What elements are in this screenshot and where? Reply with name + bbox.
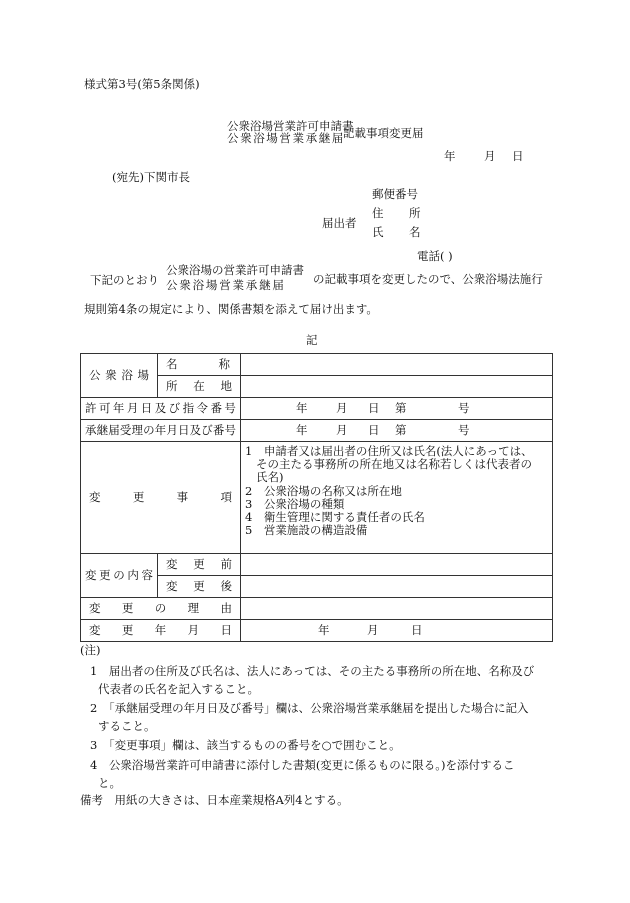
date-month: 月 <box>484 149 496 163</box>
name-field[interactable] <box>241 354 553 376</box>
change-items-list[interactable]: 1 申請者又は届出者の住所又は氏名(法人にあっては、 その主たる事務所の所在地又は名称若しくは代表者の 氏名) 2 公衆浴場の名称又は所在地 3 公衆浴場の種類 4 衛生管理に関する責任者の氏名 5 営業施設の構造設備 <box>241 442 553 554</box>
title-suffix: 記載事項変更届 <box>343 126 424 140</box>
change-content-label: 変 更 の 内 容 <box>81 554 158 598</box>
date-year: 年 <box>444 149 456 163</box>
permit-date-number-field[interactable]: 年 月 日 第 号 <box>241 398 553 420</box>
phone-label: 電話( ) <box>417 249 453 263</box>
title-permit-application: 公衆浴場営業許可申請書 <box>227 119 354 133</box>
succession-date-number-label: 承 継 届 受 理 の 年 月 日 及 び 番 号 <box>81 420 241 442</box>
body-suffix: の記載事項を変更したので、公衆浴場法施行 <box>313 272 543 286</box>
form-number: 様式第3号(第5条関係) <box>84 77 200 91</box>
permit-date-number-label: 許 可 年 月 日 及 び 指 令 番 号 <box>81 398 241 420</box>
body-option-permit: 公衆浴場の営業許可申請書 <box>166 263 304 277</box>
name-label: 名 称 <box>158 354 241 376</box>
note-1: 1 届出者の住所及び氏名は、法人にあっては、その主たる事務所の所在地、名称及び 代表者の氏名を記入すること。 <box>90 664 535 696</box>
note-2: 2 「承継届受理の年月日及び番号」欄は、公衆浴場営業承継届を提出した場合に記入 すること。 <box>90 701 529 733</box>
after-field[interactable] <box>241 576 553 598</box>
before-label: 変 更 前 <box>158 554 241 576</box>
details-table <box>80 353 553 642</box>
succession-date-number-field[interactable]: 年 月 日 第 号 <box>241 420 553 442</box>
name-label-b: 名 <box>409 225 421 239</box>
location-label: 所 在 地 <box>158 376 241 398</box>
change-date-field[interactable]: 年 月 日 <box>241 620 553 642</box>
change-reason-field[interactable] <box>241 598 553 620</box>
notes-header: (注) <box>80 643 101 657</box>
change-items-label: 変 更 事 項 <box>81 442 241 554</box>
body-prefix: 下記のとおり <box>90 273 159 287</box>
name-label-a: 氏 <box>372 225 384 239</box>
submitter-label: 届出者 <box>322 216 357 230</box>
body-line-2: 規則第4条の規定により、関係書類を添えて届け出ます。 <box>84 302 378 316</box>
note-4: 4 公衆浴場営業許可申請書に添付した書類(変更に係るものに限る。)を添付するこ と。 <box>90 758 515 790</box>
date-day: 日 <box>512 149 524 163</box>
address-label-a: 住 <box>372 206 384 220</box>
bath-label: 公 衆 浴 場 <box>81 354 158 398</box>
change-reason-label: 変 更 の 理 由 <box>81 598 241 620</box>
location-field[interactable] <box>241 376 553 398</box>
remarks: 備考 用紙の大きさは、日本産業規格A列4とする。 <box>80 793 349 807</box>
body-option-succession: 公衆浴場営業承継届 <box>166 278 286 292</box>
address-label-b: 所 <box>409 206 421 220</box>
postal-code-label: 郵便番号 <box>372 187 418 201</box>
after-label: 変 更 後 <box>158 576 241 598</box>
ki-heading: 記 <box>306 333 318 347</box>
title-succession-notice: 公衆浴場営業承継届 <box>227 131 345 145</box>
addressee: (宛先)下関市長 <box>112 170 190 184</box>
note-3: 3 「変更事項」欄は、該当するものの番号を○で囲むこと。 <box>90 738 401 752</box>
change-date-label: 変 更 年 月 日 <box>81 620 241 642</box>
before-field[interactable] <box>241 554 553 576</box>
